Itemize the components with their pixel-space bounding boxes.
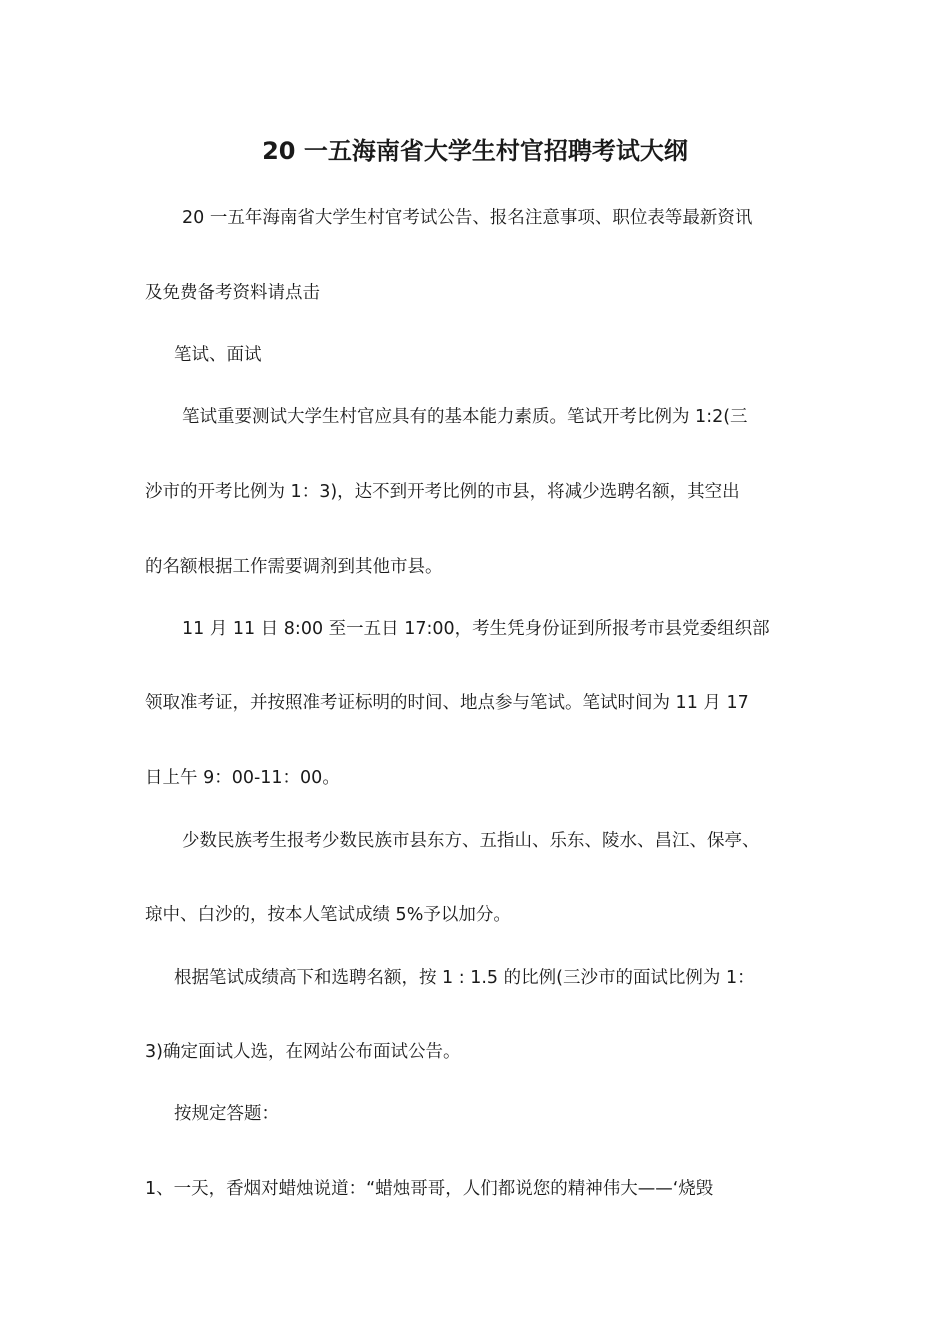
paragraph-line: 的名额根据工作需要调剂到其他市县。 [145,557,443,577]
paragraph-line: 笔试重要测试大学生村官应具有的基本能力素质。笔试开考比例为 1:2(三 [182,407,748,427]
section-heading: 按规定答题： [174,1104,279,1124]
paragraph-line: 3)确定面试人选，在网站公布面试公告。 [145,1042,461,1062]
paragraph-line: 沙市的开考比例为 1：3)，达不到开考比例的市县，将减少选聘名额，其空出 [145,482,740,502]
paragraph-line: 琼中、白沙的，按本人笔试成绩 5%予以加分。 [145,905,511,925]
section-heading: 笔试、面试 [174,345,262,365]
paragraph-line: 日上午 9：00-11：00。 [145,768,340,788]
paragraph-line: 少数民族考生报考少数民族市县东方、五指山、乐东、陵水、昌江、保亭、 [182,831,760,851]
paragraph-line: 根据笔试成绩高下和选聘名额，按 1 : 1.5 的比例(三沙市的面试比例为 1： [174,968,755,988]
paragraph-line: 领取准考证，并按照准考证标明的时间、地点参与笔试。笔试时间为 11 月 17 [145,693,749,713]
paragraph-line: 及免费备考资料请点击 [145,283,320,303]
paragraph-line: 20 一五年海南省大学生村官考试公告、报名注意事项、职位表等最新资讯 [182,208,753,228]
paragraph-line: 1、一天，香烟对蜡烛说道：“蜡烛哥哥，人们都说您的精神伟大——‘烧毁 [145,1179,714,1199]
document-title: 20 一五海南省大学生村官招聘考试大纲 [262,137,688,165]
paragraph-line: 11 月 11 日 8:00 至一五日 17:00，考生凭身份证到所报考市县党委组织部 [182,619,770,639]
